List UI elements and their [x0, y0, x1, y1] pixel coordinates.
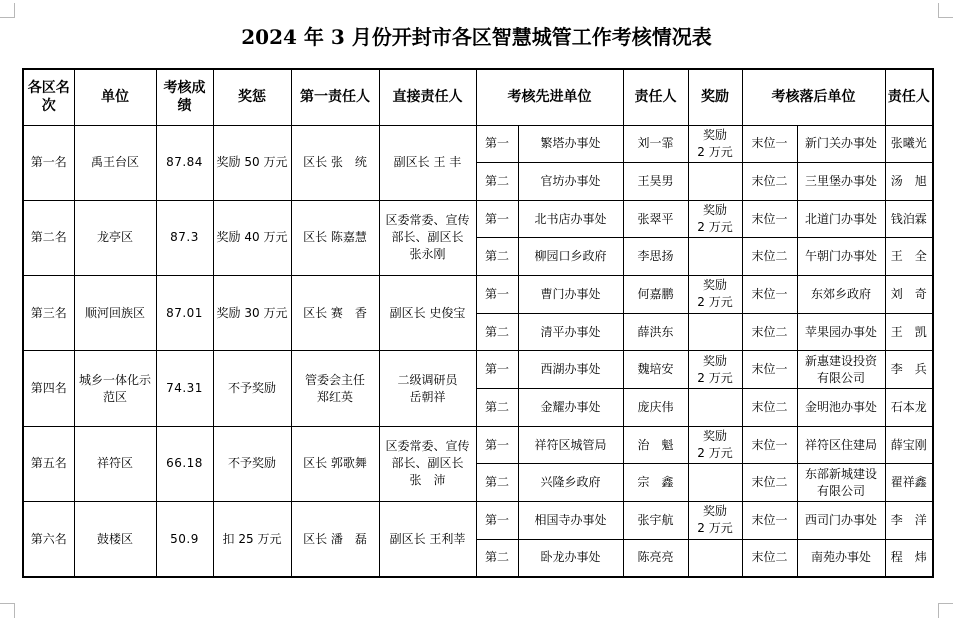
direct-responsible-cell: 区委常委、宣传部长、副区长 张 沛	[379, 426, 476, 501]
header-first-responsible: 第一责任人	[291, 69, 379, 125]
award-cell: 奖励 2 万元	[688, 502, 742, 540]
lagging-unit-name: 苹果园办事处	[797, 313, 885, 351]
table-body	[23, 125, 933, 577]
table-row	[23, 276, 933, 314]
score-cell: 87.84	[156, 125, 213, 200]
header-award: 奖励	[688, 69, 742, 125]
advanced-responsible: 宗 鑫	[623, 464, 688, 502]
advanced-responsible: 庞庆伟	[623, 389, 688, 427]
advanced-position-first: 第一	[476, 276, 518, 314]
header-rank: 各区名次	[23, 69, 74, 125]
score-cell: 66.18	[156, 426, 213, 501]
advanced-unit-name: 清平办事处	[518, 313, 623, 351]
score-cell: 74.31	[156, 351, 213, 426]
advanced-responsible: 刘一霏	[623, 125, 688, 163]
advanced-responsible: 李思扬	[623, 238, 688, 276]
advanced-position-first: 第一	[476, 426, 518, 464]
advanced-responsible: 张翠平	[623, 200, 688, 238]
first-responsible-cell: 区长 郭歌舞	[291, 426, 379, 501]
lagging-position-second: 末位二	[742, 539, 797, 577]
advanced-position-second: 第二	[476, 313, 518, 351]
lagging-position-second: 末位二	[742, 389, 797, 427]
header-responsible: 责任人	[623, 69, 688, 125]
table-row	[23, 125, 933, 163]
reward-cell: 不予奖励	[213, 426, 291, 501]
first-responsible-cell: 区长 赛 香	[291, 276, 379, 351]
score-cell: 87.3	[156, 200, 213, 275]
header-unit: 单位	[74, 69, 156, 125]
table-row	[23, 426, 933, 464]
lagging-position-second: 末位二	[742, 313, 797, 351]
score-cell: 50.9	[156, 502, 213, 577]
lagging-position-first: 末位一	[742, 351, 797, 389]
reward-cell: 奖励 50 万元	[213, 125, 291, 200]
lagging-unit-name: 新惠建设投资有限公司	[797, 351, 885, 389]
advanced-position-first: 第一	[476, 125, 518, 163]
crop-mark-bottom-left	[0, 603, 15, 618]
direct-responsible-cell: 副区长 史俊宝	[379, 276, 476, 351]
advanced-unit-name: 相国寺办事处	[518, 502, 623, 540]
award-cell	[688, 238, 742, 276]
lagging-responsible: 钱泊霖	[885, 200, 933, 238]
advanced-position-second: 第二	[476, 539, 518, 577]
advanced-position-first: 第一	[476, 502, 518, 540]
table-row	[23, 200, 933, 238]
lagging-responsible: 李 兵	[885, 351, 933, 389]
advanced-unit-name: 北书店办事处	[518, 200, 623, 238]
advanced-unit-name: 卧龙办事处	[518, 539, 623, 577]
unit-cell: 禹王台区	[74, 125, 156, 200]
lagging-unit-name: 祥符区住建局	[797, 426, 885, 464]
reward-cell: 奖励 30 万元	[213, 276, 291, 351]
lagging-position-second: 末位二	[742, 464, 797, 502]
header-lagging-unit: 考核落后单位	[742, 69, 885, 125]
lagging-unit-name: 新门关办事处	[797, 125, 885, 163]
lagging-position-first: 末位一	[742, 276, 797, 314]
lagging-position-second: 末位二	[742, 163, 797, 201]
unit-cell: 鼓楼区	[74, 502, 156, 577]
lagging-unit-name: 南苑办事处	[797, 539, 885, 577]
award-cell: 奖励 2 万元	[688, 125, 742, 163]
advanced-position-second: 第二	[476, 389, 518, 427]
reward-cell: 不予奖励	[213, 351, 291, 426]
header-reward: 奖惩	[213, 69, 291, 125]
advanced-unit-name: 繁塔办事处	[518, 125, 623, 163]
advanced-position-second: 第二	[476, 163, 518, 201]
advanced-unit-name: 官坊办事处	[518, 163, 623, 201]
advanced-unit-name: 祥符区城管局	[518, 426, 623, 464]
award-cell: 奖励 2 万元	[688, 426, 742, 464]
direct-responsible-cell: 副区长 王利莘	[379, 502, 476, 577]
lagging-position-first: 末位一	[742, 125, 797, 163]
header-score: 考核成绩	[156, 69, 213, 125]
assessment-table	[22, 68, 934, 578]
first-responsible-cell: 区长 陈嘉慧	[291, 200, 379, 275]
lagging-responsible: 薛宝刚	[885, 426, 933, 464]
direct-responsible-cell: 二级调研员 岳朝祥	[379, 351, 476, 426]
lagging-responsible: 刘 奇	[885, 276, 933, 314]
advanced-responsible: 何嘉鹏	[623, 276, 688, 314]
lagging-unit-name: 西司门办事处	[797, 502, 885, 540]
header-lagging-responsible: 责任人	[885, 69, 933, 125]
crop-mark-bottom-right	[938, 603, 953, 618]
lagging-unit-name: 午朝门办事处	[797, 238, 885, 276]
first-responsible-cell: 区长 张 统	[291, 125, 379, 200]
lagging-unit-name: 北道门办事处	[797, 200, 885, 238]
award-cell	[688, 389, 742, 427]
advanced-position-first: 第一	[476, 200, 518, 238]
lagging-responsible: 程 炜	[885, 539, 933, 577]
lagging-position-first: 末位一	[742, 426, 797, 464]
lagging-responsible: 翟祥鑫	[885, 464, 933, 502]
advanced-unit-name: 曹门办事处	[518, 276, 623, 314]
advanced-responsible: 王昊男	[623, 163, 688, 201]
lagging-responsible: 汤 旭	[885, 163, 933, 201]
crop-mark-top-left	[0, 3, 15, 18]
advanced-position-second: 第二	[476, 238, 518, 276]
header-row	[23, 69, 933, 125]
award-cell: 奖励 2 万元	[688, 200, 742, 238]
header-advanced-unit: 考核先进单位	[476, 69, 623, 125]
advanced-unit-name: 柳园口乡政府	[518, 238, 623, 276]
score-cell: 87.01	[156, 276, 213, 351]
first-responsible-cell: 区长 潘 磊	[291, 502, 379, 577]
lagging-position-first: 末位一	[742, 200, 797, 238]
advanced-responsible: 薛洪东	[623, 313, 688, 351]
lagging-unit-name: 东部新城建设有限公司	[797, 464, 885, 502]
table-row	[23, 351, 933, 389]
rank-cell: 第一名	[23, 125, 74, 200]
direct-responsible-cell: 区委常委、宣传部长、副区长 张永刚	[379, 200, 476, 275]
advanced-unit-name: 兴隆乡政府	[518, 464, 623, 502]
award-cell: 奖励 2 万元	[688, 276, 742, 314]
rank-cell: 第六名	[23, 502, 74, 577]
advanced-responsible: 张宇航	[623, 502, 688, 540]
lagging-unit-name: 三里堡办事处	[797, 163, 885, 201]
unit-cell: 顺河回族区	[74, 276, 156, 351]
rank-cell: 第五名	[23, 426, 74, 501]
award-cell	[688, 313, 742, 351]
unit-cell: 祥符区	[74, 426, 156, 501]
rank-cell: 第三名	[23, 276, 74, 351]
page-title: 2024 年 3 月份开封市各区智慧城管工作考核情况表	[241, 25, 712, 49]
advanced-unit-name: 西湖办事处	[518, 351, 623, 389]
rank-cell: 第四名	[23, 351, 74, 426]
lagging-responsible: 李 洋	[885, 502, 933, 540]
award-cell: 奖励 2 万元	[688, 351, 742, 389]
first-responsible-cell: 管委会主任 郑红英	[291, 351, 379, 426]
crop-mark-top-right	[938, 3, 953, 18]
lagging-position-second: 末位二	[742, 238, 797, 276]
unit-cell: 龙亭区	[74, 200, 156, 275]
table-row	[23, 502, 933, 540]
lagging-responsible: 石本龙	[885, 389, 933, 427]
reward-cell: 奖励 40 万元	[213, 200, 291, 275]
award-cell	[688, 539, 742, 577]
award-cell	[688, 464, 742, 502]
advanced-responsible: 治 魁	[623, 426, 688, 464]
reward-cell: 扣 25 万元	[213, 502, 291, 577]
advanced-responsible: 魏培安	[623, 351, 688, 389]
award-cell	[688, 163, 742, 201]
lagging-position-first: 末位一	[742, 502, 797, 540]
lagging-responsible: 张曦光	[885, 125, 933, 163]
direct-responsible-cell: 副区长 王 丰	[379, 125, 476, 200]
advanced-responsible: 陈亮亮	[623, 539, 688, 577]
advanced-position-second: 第二	[476, 464, 518, 502]
lagging-responsible: 王 全	[885, 238, 933, 276]
lagging-responsible: 王 凯	[885, 313, 933, 351]
lagging-unit-name: 东郊乡政府	[797, 276, 885, 314]
lagging-unit-name: 金明池办事处	[797, 389, 885, 427]
header-direct-responsible: 直接责任人	[379, 69, 476, 125]
advanced-unit-name: 金耀办事处	[518, 389, 623, 427]
rank-cell: 第二名	[23, 200, 74, 275]
unit-cell: 城乡一体化示范区	[74, 351, 156, 426]
advanced-position-first: 第一	[476, 351, 518, 389]
